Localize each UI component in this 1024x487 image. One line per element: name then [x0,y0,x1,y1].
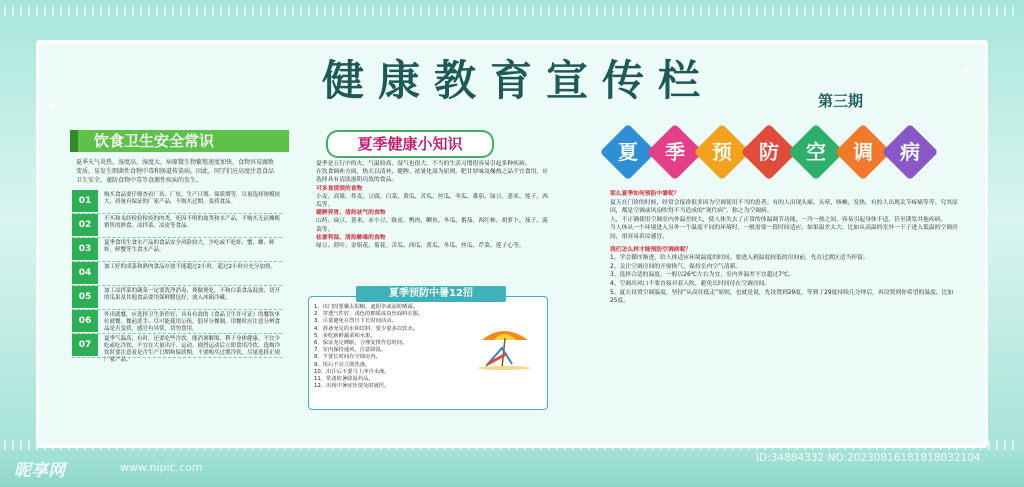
food-safety-item [72,238,282,262]
heatstroke-item: 9、饭后不宜立即洗澡。 [314,361,371,368]
section-body: 2、关注空调房间的开窗换气，保持室内空气清新。 [610,263,742,270]
air-conditioning-body [610,186,960,306]
beach-umbrella-icon [472,324,536,370]
food-safety-item [72,286,282,310]
heatstroke-item: 6、保证充足睡眠，合理安排作息时间。 [314,340,408,347]
title-char: 病 [900,140,920,164]
tips-paragraph: 夏季是五行中的火，气温较高，湿气也很大，不当的生活习惯很容易引起多种疾病。 [316,161,531,167]
item-text: 加工凉拌菜的蔬菜一定要洗净消毒，现做现吃，不和白菜食品混放，切开的瓜果及其他食品要用保鲜膜包好，放入冰箱冷藏。 [104,288,281,301]
food-safety-intro: 夏季天气炎热，湿度高、湿度大，病原微生物繁殖速度加快，食物容易腐败变质，易发生细菌性食物中毒和肠道传染病。因此，同学们应高度注意食品卫生安全，谨防食物中毒等食源性疾病的发生。 [76,159,275,184]
food-safety-item [72,334,282,363]
item-number: 01 [72,190,98,212]
food-safety-list [72,190,282,363]
tips-paragraph: 祛暑利湿、清热解毒的食物 [316,234,386,241]
summer-tips-heading: 夏季健康小知识 [326,130,494,158]
air-conditioning-disease-heading [600,128,940,182]
title-diamond [882,124,939,181]
watermark-id: ID:34884332 NO:20230816181818032104 [756,452,981,464]
section-body: 5、夏天设置空调温度，坚持“从高往低走”原则，也就是说，先设置到29度，等到了29度持续几分钟后，再设置到你希望的温度，比如25度。 [610,289,954,305]
section-body: 当人体从一个环境进入另外一个温度不同的环境时，一般需要一段时间适应。如果温差太大，比如从高温的室外一下子进入低温的空调房间，很容易着凉感冒。 [610,225,958,240]
food-safety-item [72,190,282,214]
tips-paragraph: 山药、扁豆、薏米、赤小豆、陈皮、鸭肉、鲫鱼、冬瓜、番茄、西红柿、胡萝卜、茄子、菠菜等。 [316,218,548,233]
item-number: 06 [72,310,98,332]
item-number: 02 [72,214,98,236]
heatstroke-item: 1、出门时要戴太阳帽、遮阳伞或涂防晒霜。 [314,304,419,310]
section-question: 那么夏季如何预防中暑呢？ [610,191,680,197]
item-text: 不买和未经检验检疫的肉类，死因不明的禽类和水产品，不购买无证摊贩销售的熟食、凉拌菜、凉皮等食品。 [104,216,281,229]
title-char: 空 [806,140,826,164]
top-border-pattern [4,6,1020,16]
heatstroke-item: 10、出汗后不要马上冲冷水澡。 [314,368,390,375]
section-body: 1、学会循序渐进，给人体适应环境温度的时间。要进入到温度较低的房间前，先在过渡区适当停留。 [610,255,869,262]
summer-tips-body [316,160,552,250]
tips-paragraph: 可多食清淡的食物 [316,185,363,192]
page-title: 健康教育宣传栏 [321,56,714,105]
watermark-logo: 昵享网 [14,461,65,481]
heatstroke-item: 8、不要长时间在空调房内。 [314,354,381,361]
item-text: 购买食品要仔细查看厂名、厂址、生产日期、保质期等，尽量选择规模较大、质量有保证的厂家产品，不购买过期、变质食品。 [104,192,281,205]
heatstroke-item: 11、常备防暑降温药品。 [314,376,374,383]
title-char: 夏 [618,140,638,164]
heatstroke-item: 4、准备充足的水和饮料，要少量多次饮水。 [314,325,419,332]
section-body: 4、空调出风口不要直接对着人吹，避免长时间待在空调房间。 [610,280,771,287]
tips-paragraph: 绿豆、荷叶、金银花、菊花、苦瓜、西瓜、黄瓜、冬瓜、丝瓜、芹菜、莲子心等。 [316,243,525,250]
food-safety-item [72,310,282,334]
section-question: 我们怎么样才能预防空调病呢？ [610,246,692,253]
item-number: 07 [72,334,98,356]
item-text: 夏季气温高，有时，还要吃些冷饮、能消暑解渴，利于身体健康。不宜少吃或吃冷饮，不宜在大量出汗、运动、剧烈运动后立即食用冷饮。选购冷饮时要注意看是否生产日期和保质期，不要购买过期冷饮，尽量选择正规厂家产品。 [104,336,281,363]
issue-label: 第三期 [818,92,864,110]
item-text: 夏季食用生食水产品的食品安全风险较大，少吃或不吃虾、蟹、螺、鲜虾，鲜蟹等生食水产品。 [104,240,275,253]
tips-paragraph: 在饮食调补方面，热天以清补、健脾、祛暑化湿为原则。肥甘厚味及燥热之品不宜食用，应选择具有清淡滋阴功效的食品。 [316,169,548,184]
watermark-url: www.nipic.com [120,461,203,474]
food-safety-item [72,214,282,238]
section-body: 夏天在门诊的时候，经常会接诊很多因为空调使用不当的患者。有的人出现头痛、头晕、咳嗽、发热，有的人出现关节疼痛等等。究其原因，都是空调或风扇吹得不当造成的“现代病”，称之为空调病。 [610,199,958,215]
section-body: 人，不正确使用空调室内外温差较大，使人体失去了正常的体温调节功能，一冷一热之间，容易引起身体不适，甚至诱发其他疾病。 [610,216,947,223]
section-body: 3、选择合适的温度，一般以26℃左右为宜，室内外温差不宜超过7℃。 [610,272,795,279]
tips-paragraph: 健脾养胃、清热祛气的食物 [316,210,386,217]
heatstroke-heading: 夏季预防中暑12招 [356,286,506,302]
title-char: 季 [665,140,685,164]
title-char: 预 [712,140,732,164]
heatstroke-list [314,304,464,390]
heatstroke-item: 12、出现中暑症状要及时就医。 [314,383,390,390]
heatstroke-item: 3、尽量避免在烈日下长时间活动。 [314,318,397,325]
tips-paragraph: 小麦、高粱、荞麦、豆腐、白菜、黄瓜、苦瓜、丝瓜、冬瓜、番茄、绿豆、薏米、莲子、西瓜等。 [316,193,548,209]
food-safety-item [72,262,282,286]
sparkle-decoration [40,96,62,118]
heatstroke-item: 5、多吃新鲜蔬菜和水果。 [314,332,376,339]
title-char: 调 [853,140,873,164]
food-safety-heading: 饮食卫生安全常识 [70,130,289,152]
heatstroke-item: 7、室内保持通风，注意降温。 [314,347,387,354]
item-number: 03 [72,238,98,260]
title-char: 防 [759,140,779,164]
item-text: 加工好的成菜和熟肉食品存放不能超过2小时，超过2小时应充分加热。 [104,264,277,270]
item-text: 外出就餐，应选择卫生条件好、具有有效的《食品卫生许可证》的餐饮单位就餐，餐前洗手，尽可能使用公筷，倡导分餐制，用餐时应注意分辨食品是否变质，感官有异常，切勿食用。 [104,312,281,332]
heatstroke-item: 2、穿透气性好、浅色的棉质或真丝面料衣服。 [314,311,424,318]
item-number: 05 [72,286,98,308]
sparkle-decoration [956,60,978,82]
item-number: 04 [72,262,98,284]
